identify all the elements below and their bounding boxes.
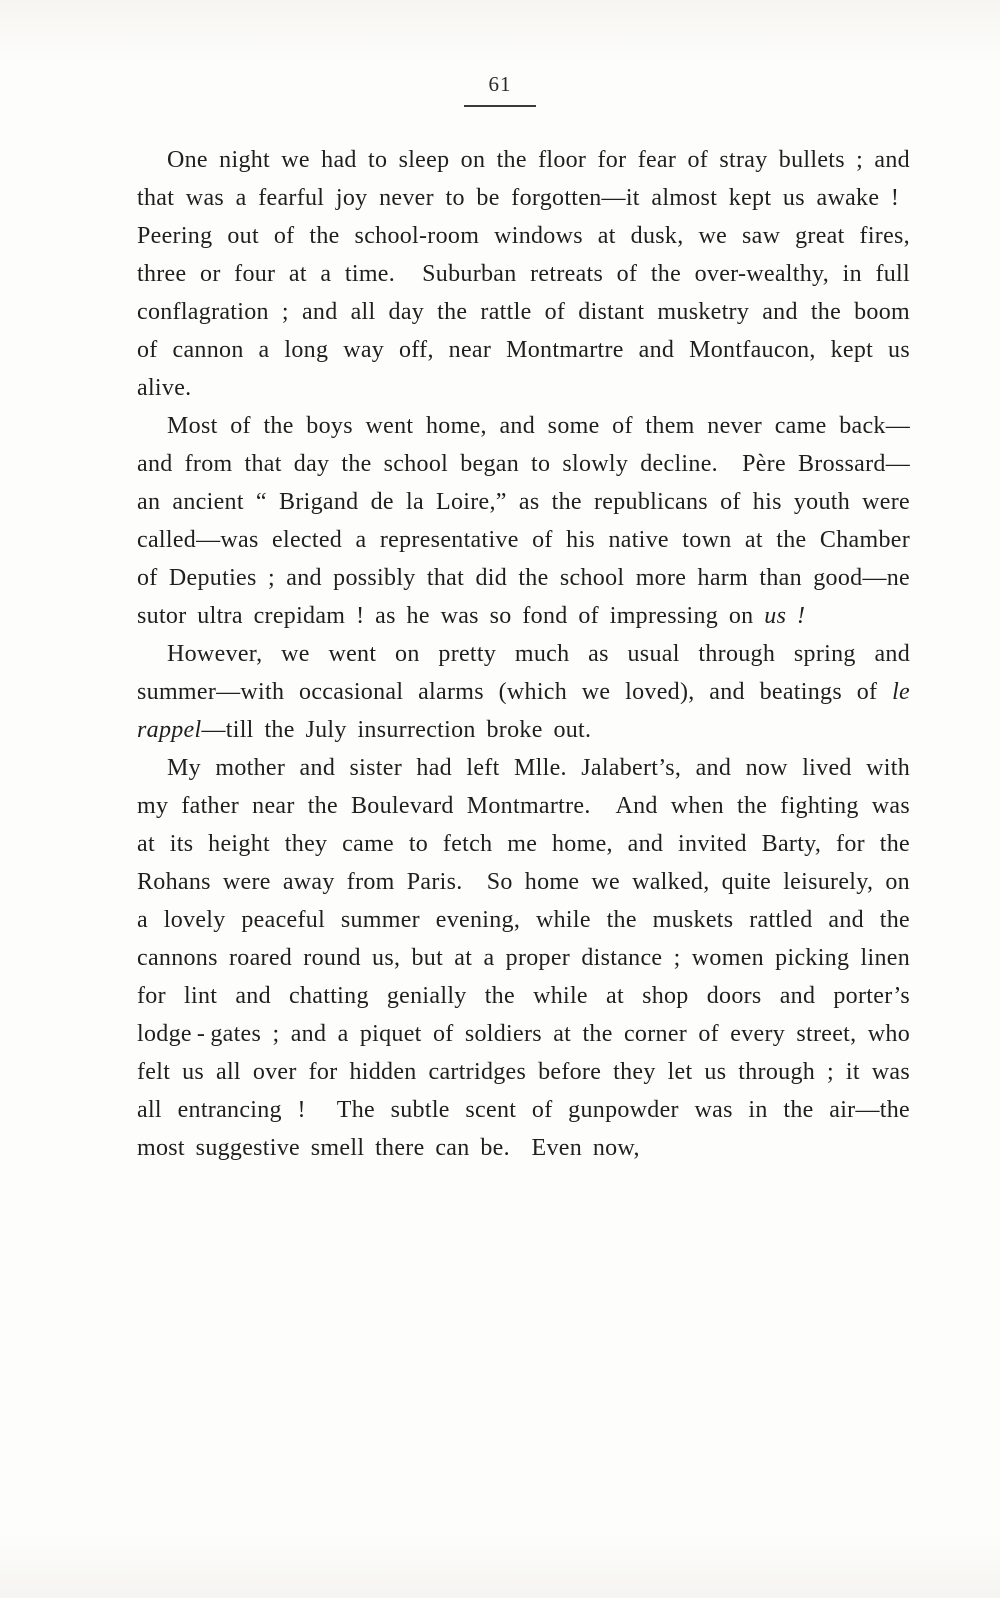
text-run: One night we had to sleep on the floor for fear of stray bullets ; and that was a fearful joy never to be forgotten—it almost kept us awake ! Peering out of the school-room windows at dusk, we saw great fires, three or four at a time. Suburban retreats of the over-wealthy, in full conflagration ; and all day the rattle of distant musketry and the boom of cannon a long way off, near Montmartre and Montfaucon, kept us alive. (137, 147, 910, 401)
page-number: 61 (488, 72, 512, 96)
text-run: However, we went on pretty much as usual through spring and summer—with occasional alarms (which we loved), and beatings of (137, 641, 910, 705)
text-run: us ! (764, 603, 806, 629)
text-run: le rappel (137, 679, 910, 743)
page-number-rule (464, 105, 536, 107)
paragraph (137, 141, 910, 407)
paragraph (137, 749, 910, 1167)
text-run: —till the July insurrection broke out. (201, 717, 592, 743)
page-text (137, 141, 910, 1167)
paragraph (137, 635, 910, 749)
text-run: My mother and sister had left Mlle. Jalabert’s, and now lived with my father near the Boulevard Montmartre. And when the fighting was at its height they came to fetch me home, and invited Barty, for the Rohans were away from Paris. So home we walked, quite leisurely, on a lovely peaceful summer evening, while the muskets rattled and the cannons roared round us, but at a proper distance ; women picking linen for lint and chatting genially the while at shop doors and porter’s lodge - gates ; and a piquet of soldiers at the corner of every street, who felt us all over for hidden cartridges before they let us through ; it was all entrancing ! The subtle scent of gunpowder was in the air—the most suggestive smell there can be. Even now, (137, 755, 910, 1161)
paragraph (137, 407, 910, 635)
text-run: Most of the boys went home, and some of them never came back—and from that day the school began to slowly decline. Père Brossard—an ancient “ Brigand de la Loire,” as the republicans of his youth were called—was elected a representative of his native town at the Chamber of Deputies ; and possibly that did the school more harm than good—ne sutor ultra crepidam ! as he was so fond of impressing on (137, 413, 910, 629)
page-header (0, 0, 1000, 107)
